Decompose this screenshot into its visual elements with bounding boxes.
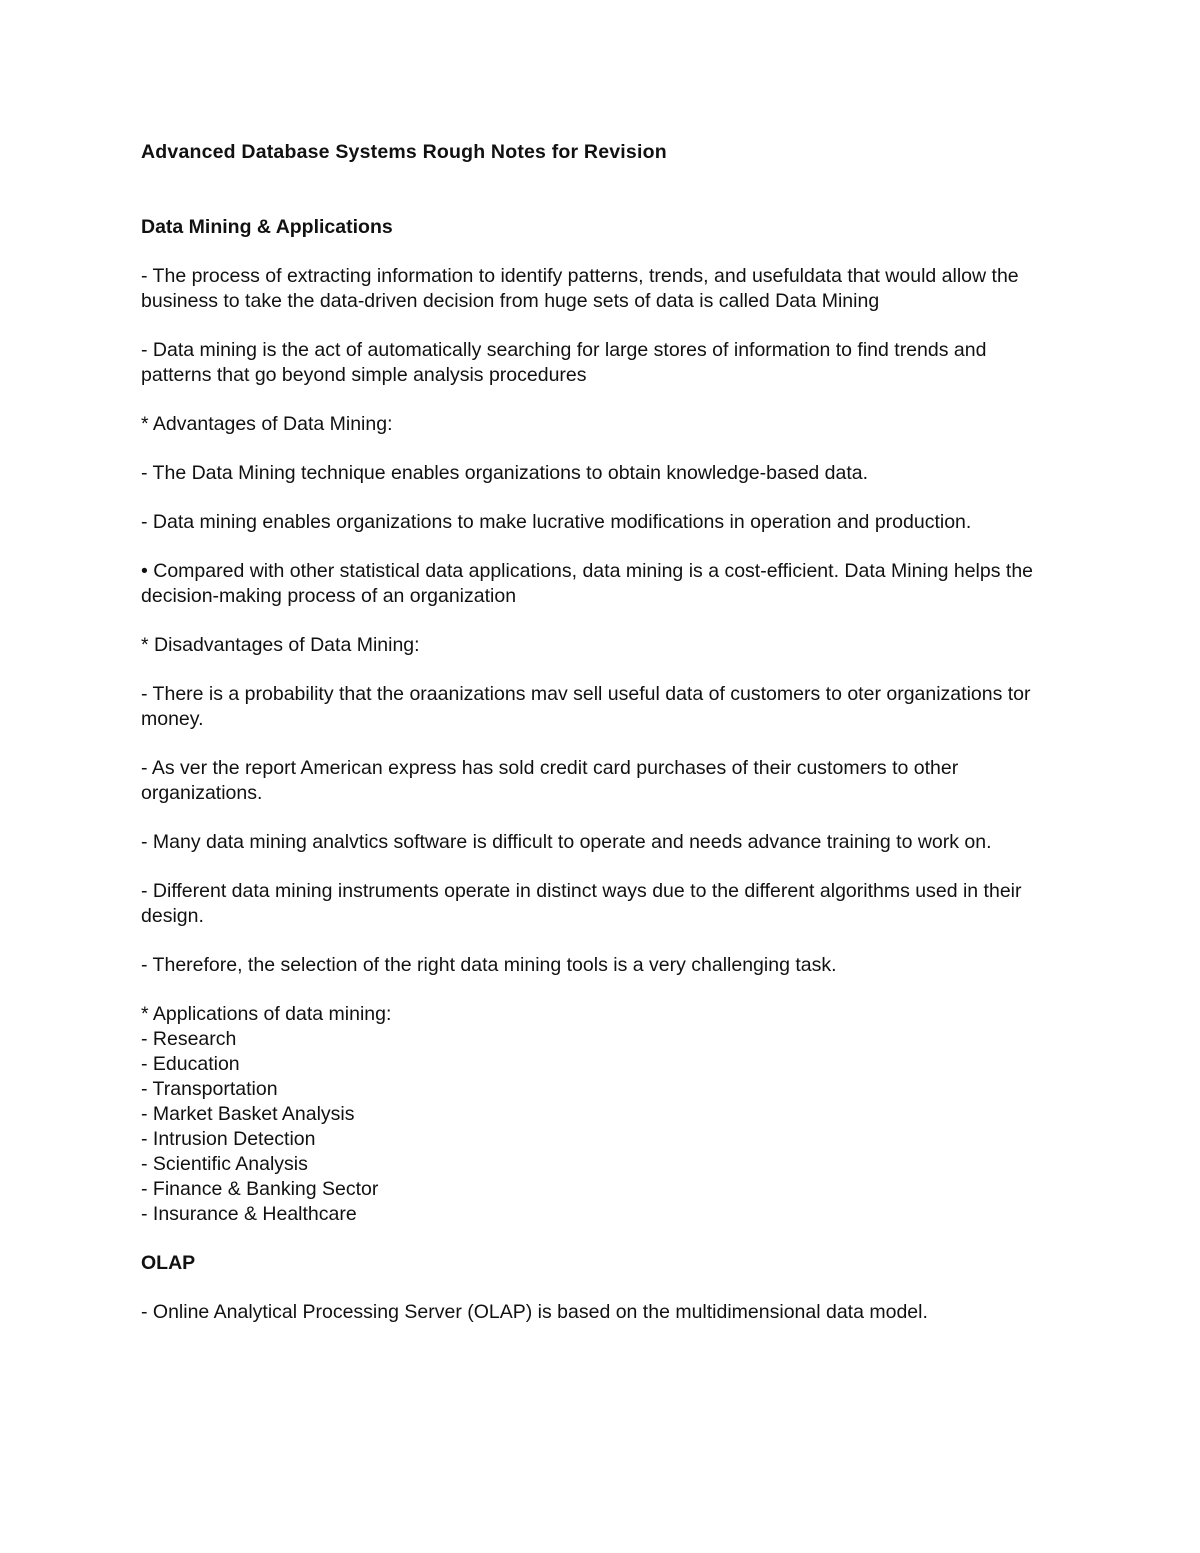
document-page xyxy=(141,140,1061,1349)
section-heading-data-mining: Data Mining & Applications xyxy=(141,216,393,238)
list-item: - Education xyxy=(141,1053,240,1075)
list-item: - Scientific Analysis xyxy=(141,1153,308,1175)
list-item: - Market Basket Analysis xyxy=(141,1103,355,1125)
section-heading-olap: OLAP xyxy=(141,1252,196,1274)
paragraph: - Different data mining instruments operate in distinct ways due to the different algorithms used in their design. xyxy=(141,880,1022,927)
applications-label: * Applications of data mining: xyxy=(141,1003,392,1025)
paragraph: • Compared with other statistical data applications, data mining is a cost-efficient. Data Mining helps the decision-making process of an organization xyxy=(141,560,1034,607)
list-item: - Transportation xyxy=(141,1078,278,1100)
paragraph: - The Data Mining technique enables organizations to obtain knowledge-based data. xyxy=(141,462,869,484)
paragraph: - Therefore, the selection of the right data mining tools is a very challenging task. xyxy=(141,954,837,976)
disadvantages-label: * Disadvantages of Data Mining: xyxy=(141,634,420,656)
list-item: - Research xyxy=(141,1028,237,1050)
list-item: - Insurance & Healthcare xyxy=(141,1203,357,1225)
paragraph: - Many data mining analvtics software is difficult to operate and needs advance training to work on. xyxy=(141,831,992,853)
paragraph: - The process of extracting information to identify patterns, trends, and usefuldata that would allow the business to take the data-driven decision from huge sets of data is called Data Mining xyxy=(141,265,1019,312)
paragraph: - Online Analytical Processing Server (OLAP) is based on the multidimensional data model. xyxy=(141,1301,928,1323)
list-item: - Finance & Banking Sector xyxy=(141,1178,379,1200)
list-item: - Intrusion Detection xyxy=(141,1128,316,1150)
advantages-label: * Advantages of Data Mining: xyxy=(141,413,393,435)
paragraph: - As ver the report American express has sold credit card purchases of their customers to other organizations. xyxy=(141,757,959,804)
document-title: Advanced Database Systems Rough Notes for Revision xyxy=(141,141,667,163)
applications-list xyxy=(141,1002,1061,1227)
paragraph: - There is a probability that the oraanizations mav sell useful data of customers to oter organizations tor money. xyxy=(141,683,1031,730)
paragraph: - Data mining enables organizations to make lucrative modifications in operation and production. xyxy=(141,511,972,533)
paragraph: - Data mining is the act of automatically searching for large stores of information to find trends and patterns that go beyond simple analysis procedures xyxy=(141,339,987,386)
